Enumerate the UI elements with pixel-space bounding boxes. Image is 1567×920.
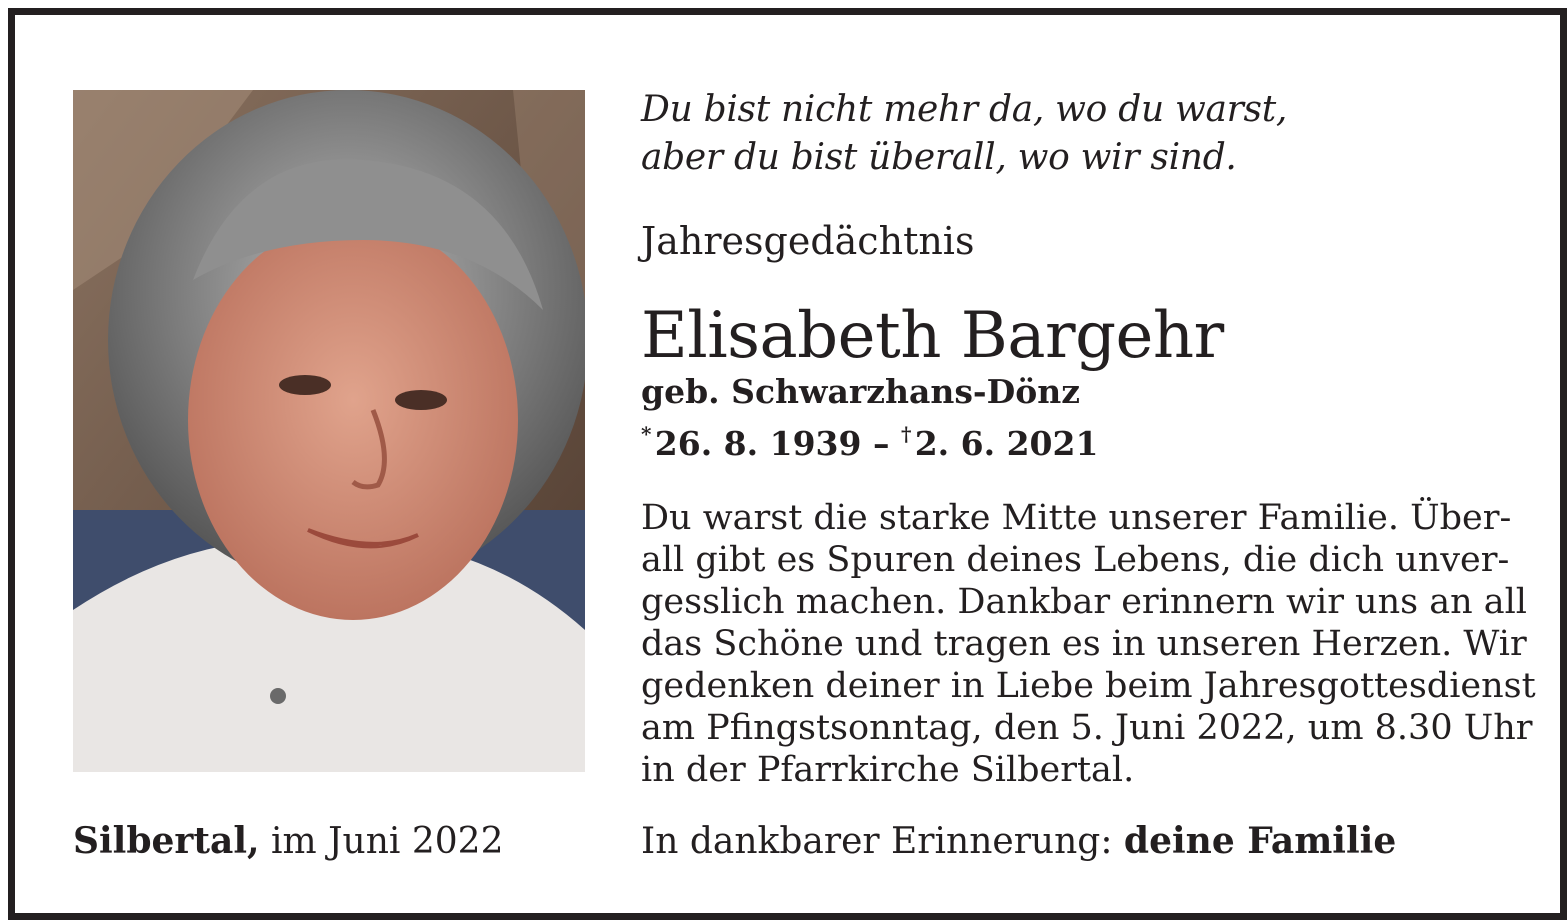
motto-line: Du bist nicht mehr da, wo du warst, [641,89,1288,130]
memorial-text [641,497,1536,791]
life-dates [641,414,1098,464]
closing-prefix: In dankbarer Erinnerung: [641,821,1113,862]
birth-date: 26. 8. 1939 [654,424,862,463]
text-line: all gibt es Spuren deines Lebens, die dich unver- [641,540,1510,580]
text-line: das Schöne und tragen es in unseren Herzen. Wir [641,624,1527,664]
birth-name: geb. Schwarzhans-Dönz [641,372,1080,411]
death-symbol: † [900,422,912,446]
memorial-heading: Jahresgedächtnis [641,219,975,263]
closing-line [641,820,1396,862]
text-line: am Pfingstsonntag, den 5. Juni 2022, um 8.30 Uhr [641,708,1533,748]
closing-family: deine Familie [1123,820,1397,862]
portrait-photo [73,90,585,772]
place-date: im Juni 2022 [271,821,504,862]
deceased-name: Elisabeth Bargehr [641,299,1224,373]
place-town: Silbertal, [73,820,260,862]
motto [641,86,1287,182]
date-separator: – [861,424,901,463]
death-date: 2. 6. 2021 [914,424,1099,463]
place-date-line [73,820,504,862]
text-line: gedenken deiner in Liebe beim Jahresgottesdienst [641,666,1536,706]
birth-symbol: * [641,422,652,446]
text-line: gesslich machen. Dankbar erinnern wir uns an all [641,582,1528,622]
motto-line: aber du bist überall, wo wir sind. [641,137,1237,178]
text-line: in der Pfarrkirche Silbertal. [641,750,1135,790]
text-line: Du warst die starke Mitte unserer Familie. Über- [641,498,1512,538]
